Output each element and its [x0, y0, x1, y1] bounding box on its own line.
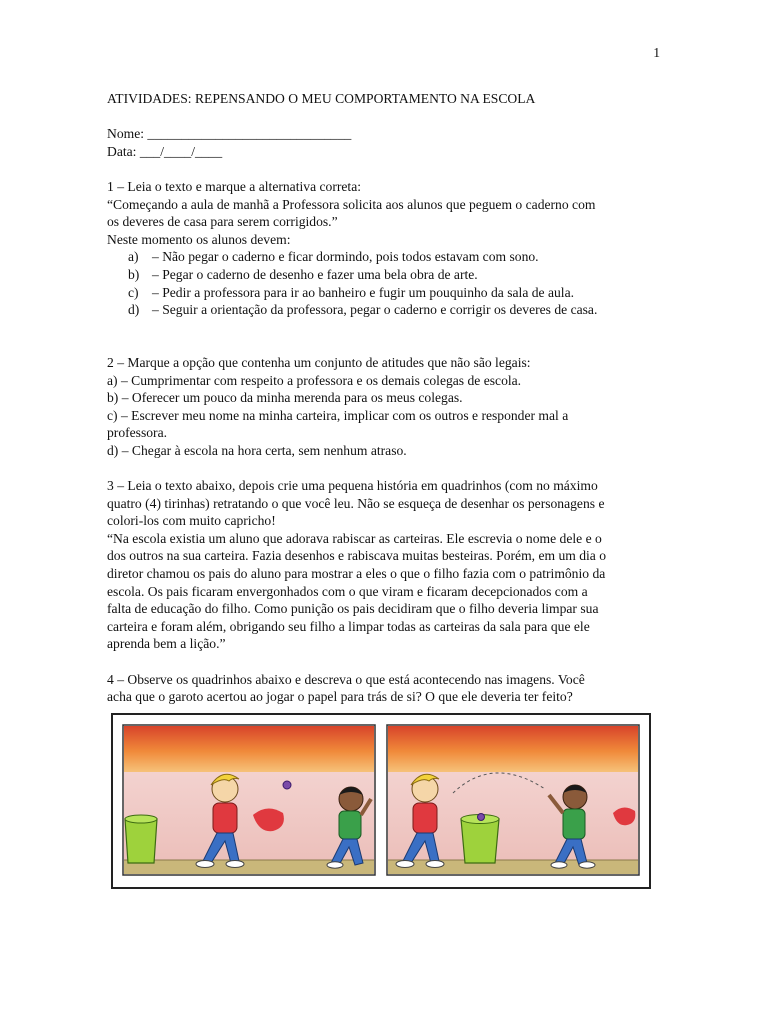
option-c	[107, 284, 655, 302]
q2-option-c: c) – Escrever meu nome na minha carteira, implicar com os outros e responder mal a	[107, 407, 569, 423]
q1-quote-line: os deveres de casa para serem corrigidos.”	[107, 214, 338, 230]
question-2	[107, 354, 655, 460]
q2-option-d: d) – Chegar à escola na hora certa, sem nenhum atraso.	[107, 442, 407, 458]
option-text: – Seguir a orientação da professora, pegar o caderno e corrigir os deveres de casa.	[152, 302, 598, 318]
q3-prompt-line: 3 – Leia o texto abaixo, depois crie uma pequena história em quadrinhos (com no máximo	[107, 478, 598, 494]
q1-quote-line: “Começando a aula de manhã a Professora solicita aos alunos que peguem o caderno com	[107, 196, 596, 212]
comic-panel-2	[387, 725, 639, 875]
q3-prompt-line: quatro (4) tirinhas) retratando o que você leu. Não se esqueça de desenhar os personagens e	[107, 495, 605, 511]
q4-prompt-line: 4 – Observe os quadrinhos abaixo e descreva o que está acontecendo nas imagens. Você	[107, 671, 585, 687]
option-a	[107, 248, 655, 266]
q3-story-line: aprenda bem a lição.”	[107, 636, 226, 652]
option-b	[107, 266, 655, 284]
q4-prompt-line: acha que o garoto acertou ao jogar o papel para trás de si? O que ele deveria ter feito?	[107, 689, 573, 705]
q1-lead: Neste momento os alunos devem:	[107, 231, 291, 247]
option-marker: d)	[128, 302, 140, 318]
option-marker: a)	[128, 249, 139, 265]
question-1	[107, 178, 655, 319]
q3-story-line: dos outros na sua carteira. Fazia desenhos e rabiscava muitas besteiras. Porém, em um dia o	[107, 548, 607, 564]
option-text: – Não pegar o caderno e ficar dormindo, pois todos estavam com sono.	[152, 249, 539, 265]
comic-panel-1	[123, 725, 375, 875]
question-4	[107, 671, 655, 706]
worksheet-body	[107, 90, 655, 706]
comic-strip-image	[111, 713, 651, 889]
option-d	[107, 301, 655, 319]
q3-story-line: diretor chamou os pais do aluno para mostrar a eles o que o filho fazia com o patrimônio da	[107, 566, 606, 582]
page-number: 1	[653, 45, 660, 60]
option-marker: c)	[128, 284, 139, 300]
q3-story-line: carteira e foram além, obrigando seu filho a limpar todas as carteiras da sala para que ele	[107, 618, 590, 634]
q2-option-b: b) – Oferecer um pouco da minha merenda para os meus colegas.	[107, 390, 463, 406]
comic-strip-illustration	[113, 715, 649, 887]
date-field-line: Data: ___/____/____	[107, 143, 223, 159]
name-field-line: Nome: ______________________________	[107, 126, 352, 142]
q1-prompt: 1 – Leia o texto e marque a alternativa correta:	[107, 178, 362, 194]
q2-prompt: 2 – Marque a opção que contenha um conjunto de atitudes que não são legais:	[107, 354, 531, 370]
option-marker: b)	[128, 266, 140, 282]
question-3	[107, 477, 655, 653]
option-text: – Pegar o caderno de desenho e fazer uma bela obra de arte.	[152, 266, 478, 282]
q1-options	[107, 248, 655, 318]
q3-story-line: falta de educação do filho. Como punição os pais decidiram que o filho deveria limpar sua	[107, 601, 599, 617]
q3-prompt-line: colori-los com muito capricho!	[107, 513, 276, 529]
q3-story-line: escola. Os pais ficaram envergonhados com o que viram e ficaram decepcionados com a	[107, 583, 588, 599]
page-title: ATIVIDADES: REPENSANDO O MEU COMPORTAMENTO NA ESCOLA	[107, 91, 536, 106]
option-text: – Pedir a professora para ir ao banheiro e fugir um pouquinho da sala de aula.	[152, 284, 575, 300]
q3-story-line: “Na escola existia um aluno que adorava rabiscar as carteiras. Ele escrevia o nome dele e o	[107, 530, 602, 546]
q2-option-c-cont: professora.	[107, 425, 168, 441]
q2-option-a: a) – Cumprimentar com respeito a professora e os demais colegas de escola.	[107, 372, 522, 388]
